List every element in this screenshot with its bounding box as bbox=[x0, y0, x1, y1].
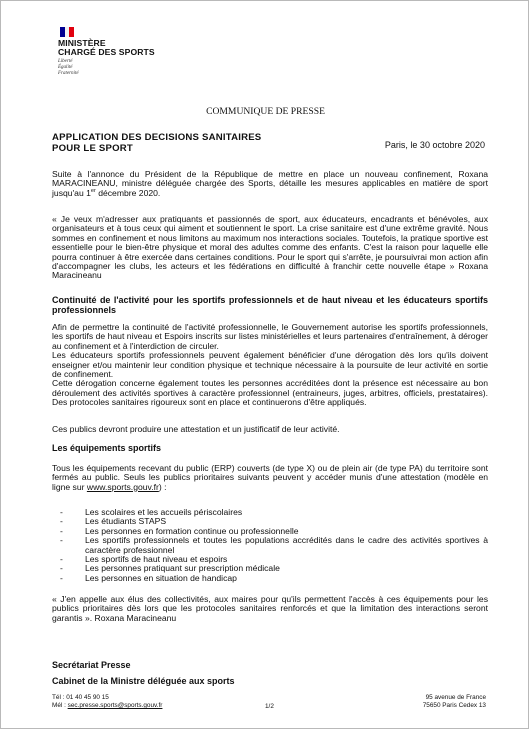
ministry-name-line2: CHARGÉ DES SPORTS bbox=[58, 47, 155, 58]
section1-heading: Continuité de l'activité pour les sportifs professionnels et de haut niveau et les éducateurs sportifs professionnels bbox=[52, 295, 488, 315]
list-item: - Les personnes en formation continue ou professionnelle bbox=[52, 527, 488, 536]
priority-public-list bbox=[52, 508, 488, 583]
list-item: - Les sportifs professionnels et toutes les populations accrédités dans le cadre des activités sportives à caractère professionnel bbox=[52, 536, 488, 555]
section1-body bbox=[52, 323, 488, 408]
communique-heading: COMMUNIQUE DE PRESSE bbox=[206, 106, 325, 117]
minister-quote-1: « Je veux m'adresser aux pratiquants et passionnés de sport, aux éducateurs, encadrants et bénévoles, aux organisateurs et à tous ceux qui aiment et soutiennent le sport. La crise sanitaire est d'une extrême gravité. Nous sommes en confinement et nous limitons au maximum nos interactions sociales. Toutefois, la pratique sportive est essentielle pour le bien-être physique et moral des adultes comme des enfants. C'est la raison pour laquelle elle pourra continuer à être exercée dans certaines conditions. Pour le sport qui s'arrête, je poursuivrai mon action afin d'accompagner les clubs, les acteurs et les fédérations en difficulté à franchir cette nouvelle étape » Roxana Maracineanu bbox=[52, 214, 488, 281]
section1-paragraph: Les éducateurs sportifs professionnels peuvent également bénéficier d'une dérogation dès lors qu'ils doivent enseigner et/ou maintenir leur condition physique et technique nécessaire à la poursuite de leur activité en sortie de confinement. bbox=[52, 350, 488, 380]
section1-paragraph: Cette dérogation concerne également toutes les personnes accréditées dont la présence est nécessaire au bon déroulement des activités sportives à caractère professionnel (entraineurs, juges, arbitres, officiels, prestataires). Des protocoles sanitaires rigoureux sont en place et continuerons d'être appliqués. bbox=[52, 378, 488, 408]
section1-attestation-note: Ces publics devront produire une attestation et un justificatif de leur activité. bbox=[52, 424, 340, 434]
address-block: 95 avenue de France 75650 Paris Cedex 13 bbox=[422, 694, 486, 709]
list-item: - Les scolaires et les accueils périscolaires bbox=[52, 508, 488, 517]
intro-paragraph: Suite à l'annonce du Président de la République de mettre en place un nouveau confinement, Roxana MARACINEANU, ministre déléguée chargée des Sports, détaille les mesures applicables en matière de sport jusqu'au 1er décembre 2020. bbox=[52, 169, 488, 198]
page-number: 1/2 bbox=[265, 703, 274, 710]
sports-website-link[interactable]: www.sports.gouv.fr bbox=[86, 481, 159, 492]
section2-intro: Tous les équipements recevant du public (ERP) couverts (de type X) ou de plein air (de type PA) du territoire sont fermés au public. Seuls les publics prioritaires suivants peuvent y accéder munis d'une attestation (modèle en ligne sur www.sports.gouv.fr) : bbox=[52, 463, 488, 492]
list-item: - Les personnes en situation de handicap bbox=[52, 574, 488, 583]
list-item: - Les sportifs de haut niveau et espoirs bbox=[52, 555, 488, 564]
phone-number: Tél : 01 40 45 90 15 bbox=[52, 694, 109, 701]
press-office-label: Secrétariat Presse bbox=[52, 660, 131, 670]
list-item: - Les personnes pratiquant sur prescription médicale bbox=[52, 564, 488, 573]
cabinet-label: Cabinet de la Ministre déléguée aux sports bbox=[52, 676, 235, 686]
french-flag-icon bbox=[60, 27, 74, 37]
press-email-link[interactable]: sec.presse.sports@sports.gouv.fr bbox=[67, 702, 163, 709]
republic-motto: Liberté Égalité Fraternité bbox=[58, 59, 79, 76]
section1-paragraph: Afin de permettre la continuité de l'activité professionnelle, le Gouvernement autorise les sportifs professionnels, les sportifs de haut niveau et Espoirs inscrits sur listes ministérielles et leurs partenaires d'entraînement, à déroger au confinement et à l'interdiction de circuler. bbox=[52, 322, 488, 351]
dateline: Paris, le 30 octobre 2020 bbox=[384, 140, 485, 150]
minister-quote-2: « J'en appelle aux élus des collectivités, aux maires pour qu'ils permettent l'accès à ces équipements pour les publics prioritaires dès lors que les protocoles sanitaires renforcés et que la limitation des interactions seront garantis ». Roxana Maracineanu bbox=[52, 594, 488, 623]
ministry-name-line1: MINISTÈRE bbox=[58, 38, 106, 48]
press-release-title: APPLICATION DES DECISIONS SANITAIRES POUR LE SPORT bbox=[52, 132, 262, 154]
ministry-logo bbox=[58, 27, 155, 76]
contact-block: Tél : 01 40 45 90 15 Mél : sec.presse.sports@sports.gouv.fr bbox=[52, 694, 163, 709]
section2-heading: Les équipements sportifs bbox=[52, 443, 162, 453]
list-item: - Les étudiants STAPS bbox=[52, 517, 488, 526]
